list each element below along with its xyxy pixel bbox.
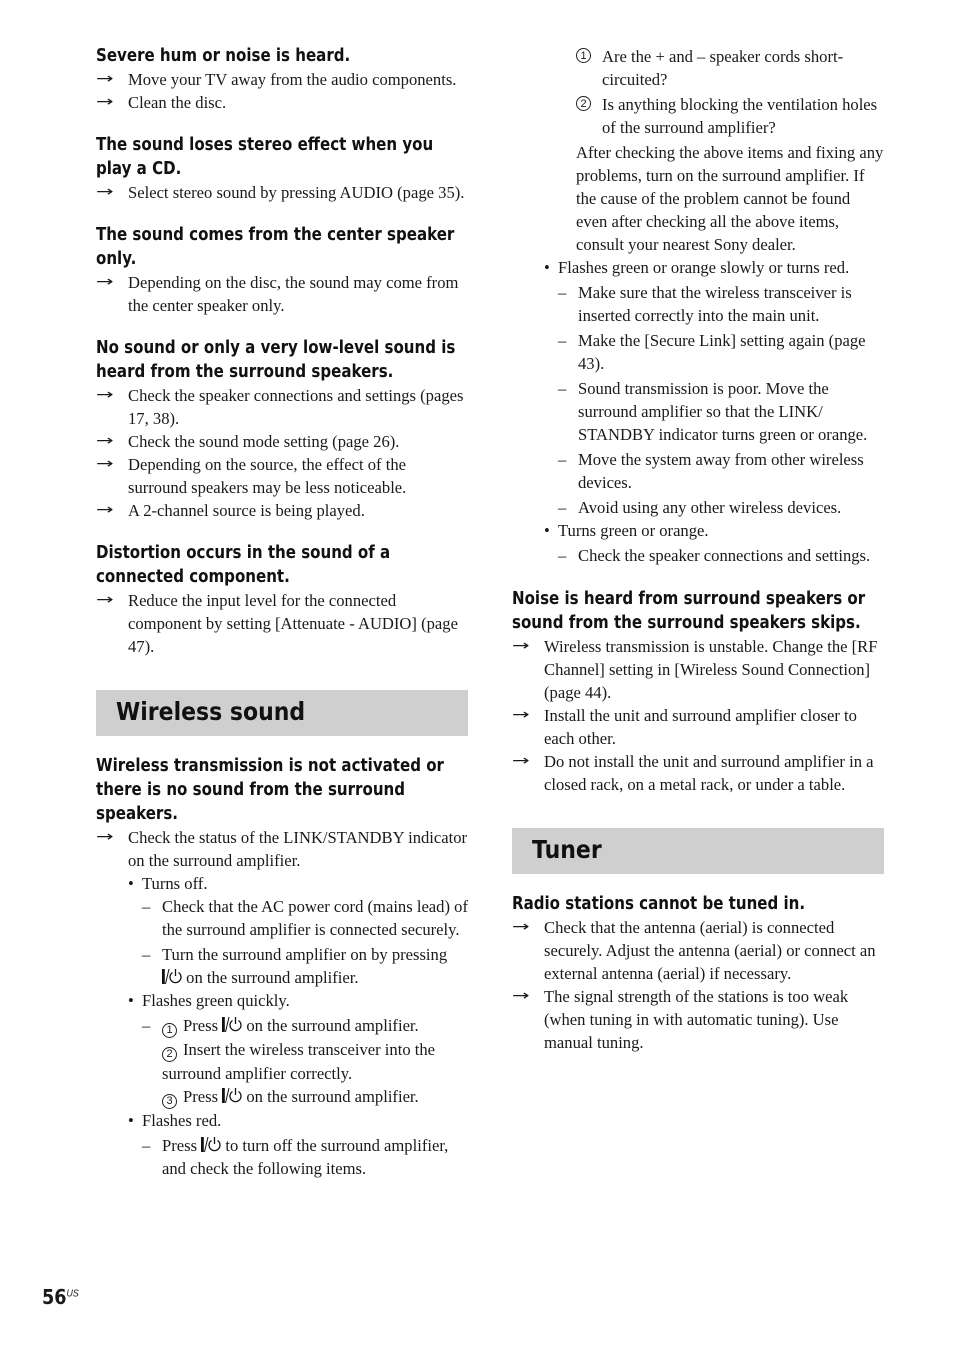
- remedy-item: → A 2-channel source is being played.: [96, 499, 468, 522]
- heading-noise-surround: Noise is heard from surround speakers or sound from the surround speakers skips.: [512, 589, 866, 633]
- heading-center-speaker: The sound comes from the center speaker only.: [96, 225, 455, 269]
- power-icon: [222, 1016, 242, 1033]
- remedy-item: → Depending on the source, the effect of the surround speakers may be less noticeable.: [96, 453, 468, 499]
- remedy-item: → Wireless transmission is unstable. Change the [RF Channel] setting in [Wireless Sound Connection] (page 44).: [512, 635, 884, 704]
- step-number: 1: [576, 48, 591, 63]
- remedy-item: → Do not install the unit and surround amplifier in a closed rack, on a metal rack, or under a table.: [512, 750, 884, 796]
- section-title: Tuner: [532, 835, 602, 864]
- dash-item: – 1 Press on the surround amplifier. 2 Insert the wireless transceiver into the surround amplifier correctly. 3 Press on the surround amplifier.: [142, 1014, 468, 1109]
- remedy-item: → Select stereo sound by pressing AUDIO (page 35).: [96, 181, 468, 204]
- remedy-item: → The signal strength of the stations is too weak (when tuning in with automatic tuning). Use manual tuning.: [512, 985, 884, 1054]
- heading-distortion: Distortion occurs in the sound of a connected component.: [96, 543, 391, 587]
- heading-wireless-not-activated: Wireless transmission is not activated or there is no sound from the surround speakers.: [96, 756, 444, 824]
- left-column: [96, 44, 468, 1180]
- dash-item: – Check the speaker connections and settings.: [558, 544, 884, 567]
- remedy-item: → Check the sound mode setting (page 26).: [96, 430, 468, 453]
- remedy-item: → Install the unit and surround amplifier closer to each other.: [512, 704, 884, 750]
- step-number: 2: [162, 1047, 177, 1062]
- remedy-item: → Depending on the disc, the sound may come from the center speaker only.: [96, 271, 468, 317]
- page-number: $56^{US}$: [42, 1285, 79, 1309]
- dash-item: – Avoid using any other wireless devices.: [558, 496, 884, 519]
- right-column: [512, 44, 884, 1054]
- heading-severe-hum: Severe hum or noise is heard.: [96, 46, 351, 66]
- remedy-item: → Check that the antenna (aerial) is connected securely. Adjust the antenna (aerial) or connect an external antenna (aerial) if necessary.: [512, 916, 884, 985]
- step-number: 3: [162, 1094, 177, 1109]
- status-bullet: • Flashes green quickly.: [128, 989, 468, 1012]
- remedy-item: → Reduce the input level for the connected component by setting [Attenuate - AUDIO] (page 47).: [96, 589, 468, 658]
- heading-radio-stations: Radio stations cannot be tuned in.: [512, 894, 806, 914]
- section-banner-wireless-sound: [96, 690, 468, 736]
- step-number: 1: [162, 1023, 177, 1038]
- power-icon: [162, 968, 182, 985]
- status-bullet: • Turns green or orange.: [544, 519, 884, 542]
- step-number: 2: [576, 96, 591, 111]
- section-banner-tuner: [512, 828, 884, 874]
- dash-item: – Press to turn off the surround amplifier, and check the following items.: [142, 1134, 468, 1180]
- remedy-item: → Move your TV away from the audio components.: [96, 68, 468, 91]
- check-item: 2 Is anything blocking the ventilation holes of the surround amplifier?: [576, 93, 884, 139]
- status-bullet: • Turns off.: [128, 872, 468, 895]
- dash-item: – Move the system away from other wireless devices.: [558, 448, 884, 494]
- power-icon: [222, 1087, 242, 1104]
- heading-stereo-effect: The sound loses stereo effect when you play a CD.: [96, 135, 434, 179]
- remedy-item: → Check the speaker connections and settings (pages 17, 38).: [96, 384, 468, 430]
- power-icon: [201, 1136, 221, 1153]
- dash-item: – Make sure that the wireless transceiver is inserted correctly into the main unit.: [558, 281, 884, 327]
- heading-no-sound: No sound or only a very low-level sound is heard from the surround speakers.: [96, 338, 456, 382]
- check-item: 1 Are the + and – speaker cords short-circuited?: [576, 45, 884, 91]
- region-suffix: US: [66, 1288, 79, 1300]
- dash-item: – Make the [Secure Link] setting again (page 43).: [558, 329, 884, 375]
- remedy-item: → Check the status of the LINK/STANDBY indicator on the surround amplifier.: [96, 826, 468, 872]
- dash-item: – Sound transmission is poor. Move the surround amplifier so that the LINK/ STANDBY indicator turns green or orange.: [558, 377, 884, 446]
- remedy-item: → Clean the disc.: [96, 91, 468, 114]
- dash-item: – Turn the surround amplifier on by pressing on the surround amplifier.: [142, 943, 468, 989]
- dash-item: – Check that the AC power cord (mains lead) of the surround amplifier is connected securely.: [142, 895, 468, 941]
- status-bullet: • Flashes green or orange slowly or turns red.: [544, 256, 884, 279]
- status-bullet: • Flashes red.: [128, 1109, 468, 1132]
- section-title: Wireless sound: [116, 697, 306, 726]
- after-check-paragraph: After checking the above items and fixing any problems, turn on the surround amplifier. If the cause of the problem cannot be found even after checking all the above items, consult your nearest Sony dealer.: [576, 143, 884, 254]
